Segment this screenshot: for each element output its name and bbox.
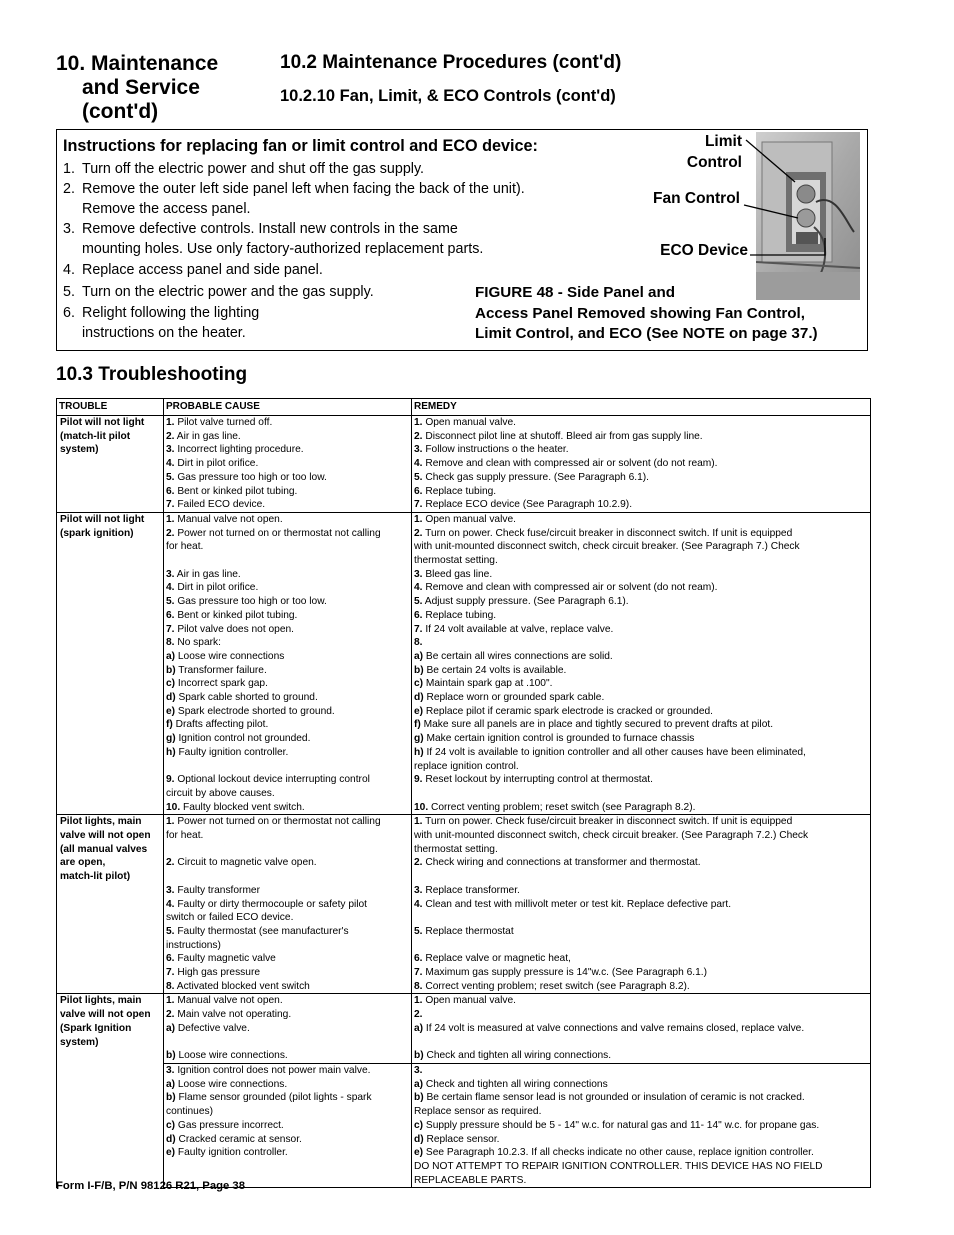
limit-label-line2: Control (686, 154, 742, 171)
step-text: Replace access panel and side panel. (82, 262, 323, 278)
step-number: 3. (63, 221, 75, 237)
instruction-step (63, 220, 483, 260)
header-cause: PROBABLE CAUSE (164, 399, 412, 416)
section-title-line3: (cont'd) (82, 100, 159, 123)
table-row (57, 1063, 871, 1187)
remedy-cell: 1. Open manual valve. 2. Disconnect pilot line at shutoff. Bleed air from gas supply line. 3. Follow instructions o the heater. 4. Remove and clean with compressed air or solvent (do not ream). 5. Check gas supply pressure. (See Paragraph 6.1). 6. Replace tubing. 7. Replace ECO device (See Paragraph 10.2.9). (412, 416, 871, 513)
step-number: 6. (63, 305, 75, 321)
fan-control-label: Fan Control (653, 190, 740, 207)
instruction-step (63, 160, 424, 180)
instructions-heading: Instructions for replacing fan or limit control and ECO device: (63, 137, 538, 155)
figure-caption-line3: Limit Control, and ECO (See NOTE on page 37.) (475, 325, 818, 342)
step-number: 4. (63, 262, 75, 278)
step-text: Remove defective controls. Install new controls in the same (82, 221, 458, 237)
table-row (57, 416, 871, 513)
remedy-cell: 3. a) Check and tighten all wiring connections b) Be certain flame sensor lead is not grounded or insulation of ceramic is not cracked. Replace sensor as required. c) Supply pressure should be 5 - 14" w.c. for natural gas and 11- 14" w.c. for propane gas. d) Replace sensor. e) See Paragraph 10.2.3. If all checks indicate no other cause, replace ignition controller. DO NOT ATTEMPT TO REPAIR IGNITION CONTROLLER. THIS DEVICE HAS NO FIELD REPLACEABLE PARTS. (412, 1063, 871, 1187)
table-row (57, 815, 871, 994)
table-header-row (57, 399, 871, 416)
figure-caption (475, 283, 818, 345)
cause-cell: 1. Manual valve not open. 2. Main valve not operating. a) Defective valve. b) Loose wire connections. (164, 994, 412, 1064)
section-title-line2: and Service (82, 76, 200, 99)
step-text-continued: Remove the access panel. (82, 200, 251, 217)
table-row (57, 512, 871, 814)
step-text-continued: mounting holes. Use only factory-authorized replacement parts. (82, 240, 484, 257)
step-text: Relight following the lighting (82, 305, 260, 321)
header-remedy: REMEDY (412, 399, 871, 416)
eco-device-label: ECO Device (660, 242, 748, 259)
trouble-cell: Pilot lights, main valve will not open (all manual valves are open, match-lit pilot) (57, 815, 164, 994)
instruction-step (63, 180, 525, 220)
page-footer: Form I-F/B, P/N 98126 R21, Page 38 (56, 1180, 245, 1192)
instruction-step (63, 261, 323, 281)
troubleshooting-table (56, 398, 871, 1188)
figure-caption-line1: FIGURE 48 - Side Panel and (475, 284, 676, 301)
instruction-step (63, 304, 259, 344)
table-row (57, 994, 871, 1064)
cause-cell: 1. Pilot valve turned off. 2. Air in gas line. 3. Incorrect lighting procedure. 4. Dirt in pilot orifice. 5. Gas pressure too high or too low. 6. Bent or kinked pilot tubing. 7. Failed ECO device. (164, 416, 412, 513)
step-text: Turn on the electric power and the gas supply. (82, 284, 374, 300)
troubleshooting-title: 10.3 Troubleshooting (56, 364, 248, 385)
header-trouble: TROUBLE (57, 399, 164, 416)
cause-cell: 1. Manual valve not open. 2. Power not turned on or thermostat not calling for heat. 3. Air in gas line. 4. Dirt in pilot orifice. 5. Gas pressure too high or too low. 6. Bent or kinked pilot tubing. 7. Pilot valve does not open. 8. No spark: a) Loose wire connections b) Transformer failure. c) Incorrect spark gap. d) Spark cable shorted to ground. e) Spark electrode shorted to ground. f) Drafts affecting pilot. g) Ignition control not grounded. h) Faulty ignition controller. 9. Optional lockout device interrupting control circuit by above causes. 10. Faulty blocked vent switch. (164, 512, 412, 814)
remedy-cell: 1. Turn on power. Check fuse/circuit breaker in disconnect switch. If unit is equipped with unit-mounted disconnect switch, check circuit breaker. (See Paragraph 7.2.) Check thermostat setting. 2. Check wiring and connections at transformer and thermostat. 3. Replace transformer. 4. Clean and test with millivolt meter or test kit. Replace defective part. 5. Replace thermostat 6. Replace valve or magnetic heat, 7. Maximum gas supply pressure is 14"w.c. (See Paragraph 6.1.) 8. Correct venting problem; reset switch (see Paragraph 8.2). (412, 815, 871, 994)
step-text-continued: instructions on the heater. (82, 324, 246, 341)
section-title (56, 52, 266, 124)
subsubsection-title: 10.2.10 Fan, Limit, & ECO Controls (cont'd) (280, 87, 616, 105)
step-number: 2. (63, 181, 75, 197)
trouble-cell: Pilot will not light (spark ignition) (57, 512, 164, 814)
instruction-step (63, 283, 374, 303)
subsection-title: 10.2 Maintenance Procedures (cont'd) (280, 52, 622, 73)
trouble-cell: Pilot will not light (match-lit pilot system) (57, 416, 164, 513)
step-text: Remove the outer left side panel left when facing the back of the unit). (82, 181, 525, 197)
remedy-cell: 1. Open manual valve. 2. Turn on power. Check fuse/circuit breaker in disconnect switch. If unit is equipped with unit-mounted disconnect switch, check circuit breaker. (See Paragraph 7.) Check thermostat setting. 3. Bleed gas line. 4. Remove and clean with compressed air or solvent (do not ream). 5. Adjust supply pressure. (See Paragraph 6.1). 6. Replace tubing. 7. If 24 volt available at valve, replace valve. 8. a) Be certain all wires connections are solid. b) Be certain 24 volts is available. c) Maintain spark gap at .100". d) Replace worn or grounded spark cable. e) Replace pilot if ceramic spark electrode is cracked or grounded. f) Make sure all panels are in place and tightly secured to prevent drafts at pilot. g) Make certain ignition control is grounded to furnace chassis h) If 24 volt is available to ignition controller and all other causes have been eliminated, replace ignition control. 9. Reset lockout by interrupting control at thermostat. 10. Correct venting problem; reset switch (see Paragraph 8.2). (412, 512, 871, 814)
figure-caption-line2: Access Panel Removed showing Fan Control, (475, 304, 805, 322)
limit-label-line1: Limit (704, 133, 742, 150)
cause-cell: 3. Ignition control does not power main valve. a) Loose wire connections. b) Flame sensor grounded (pilot lights - spark continues) c) Gas pressure incorrect. d) Cracked ceramic at sensor. e) Faulty ignition controller. (164, 1063, 412, 1187)
cause-cell: 1. Power not turned on or thermostat not calling for heat. 2. Circuit to magnetic valve open. 3. Faulty transformer 4. Faulty or dirty thermocouple or safety pilot switch or failed ECO device. 5. Faulty thermostat (see manufacturer's instructions) 6. Faulty magnetic valve 7. High gas pressure 8. Activated blocked vent switch (164, 815, 412, 994)
limit-control-label (680, 131, 742, 173)
remedy-cell: 1. Open manual valve. 2. a) If 24 volt is measured at valve connections and valve remains closed, replace valve. b) Check and tighten all wiring connections. (412, 994, 871, 1064)
step-text: Turn off the electric power and shut off the gas supply. (82, 161, 425, 177)
section-title-line1: 10. Maintenance (56, 52, 219, 75)
step-number: 5. (63, 284, 75, 300)
trouble-cell: Pilot lights, main valve will not open (Spark Ignition system) (57, 994, 164, 1188)
step-number: 1. (63, 161, 75, 177)
callout-leader-lines (740, 130, 835, 260)
